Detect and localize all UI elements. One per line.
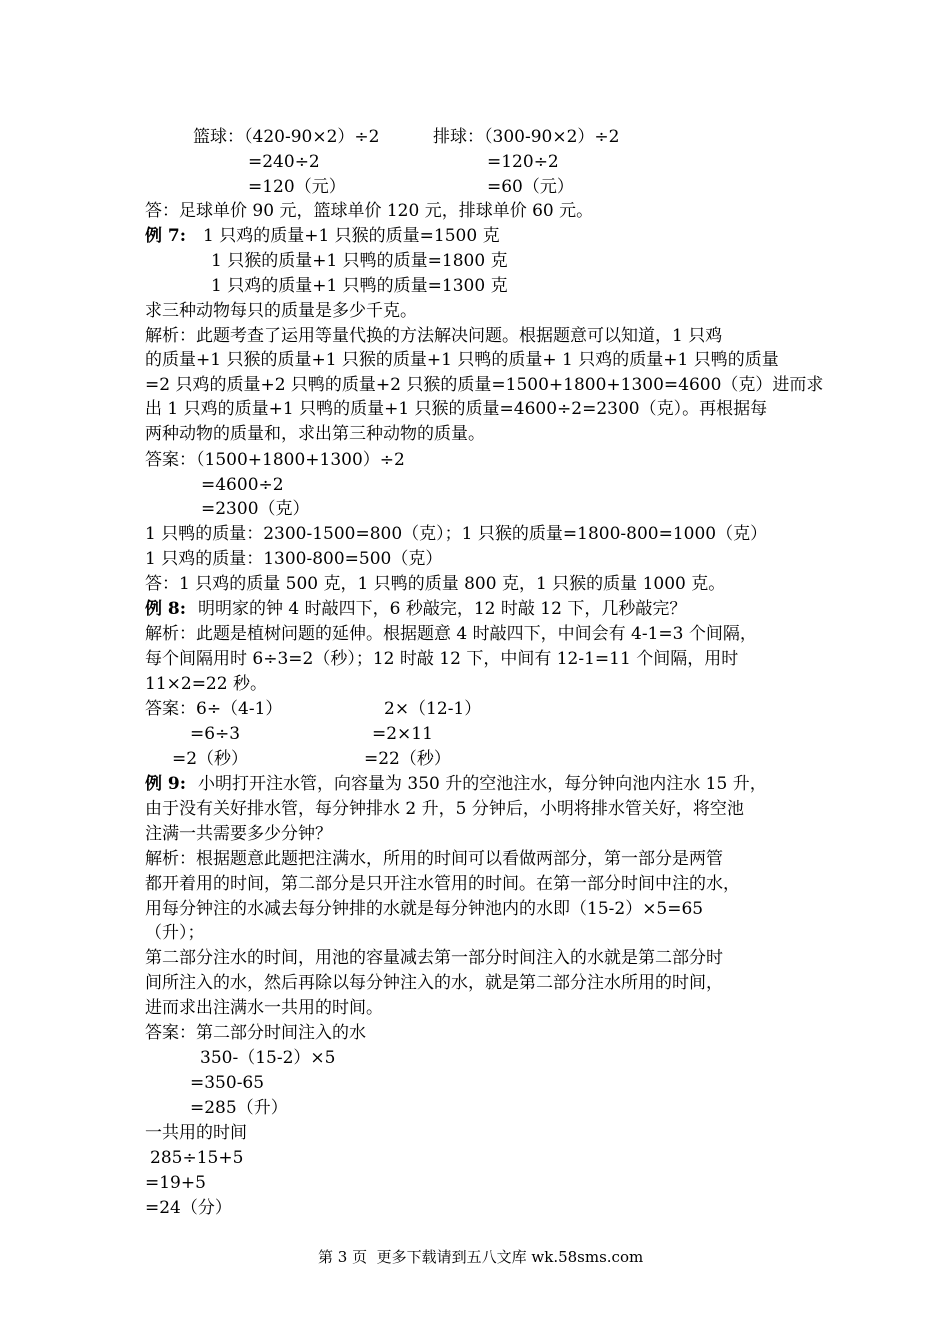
- example-8-solution-2b: =2×11: [372, 724, 433, 744]
- basketball-result: =120（元）: [248, 177, 346, 197]
- example-7-analysis-4: 出 1 只鸡的质量+1 只鸭的质量+1 只猴的质量=4600÷2=2300（克）。再根据每: [145, 399, 768, 419]
- example-9-analysis-2: 都开着用的时间，第二部分是只开注水管用的时间。在第一部分时间中注的水，: [145, 874, 740, 894]
- example-7-question: 求三种动物每只的质量是多少千克。: [145, 301, 417, 321]
- example-8-label: 例 8:: [145, 599, 187, 619]
- example-7-solution-2: =4600÷2: [201, 475, 284, 495]
- example-7-equation-2: 1 只猴的质量+1 只鸭的质量=1800 克: [211, 251, 508, 271]
- example-9-solution-6: 285÷15+5: [150, 1148, 244, 1168]
- example-9-analysis-7: 进而求出注满水一共用的时间。: [145, 998, 383, 1018]
- example-9-solution-5: 一共用的时间: [145, 1123, 247, 1143]
- example-7-label: 例 7:: [145, 226, 187, 246]
- example-9-analysis-3: 用每分钟注的水减去每分钟排的水就是每分钟池内的水即（15-2）×5=65: [145, 899, 704, 919]
- example-9-analysis-1: 解析：根据题意此题把注满水，所用的时间可以看做两部分，第一部分是两管: [145, 849, 723, 869]
- example-7-equation-1: 1 只鸡的质量+1 只猴的质量=1500 克: [203, 226, 500, 246]
- example-9-solution-3: =350-65: [190, 1073, 265, 1093]
- example-7-solution-5: 1 只鸡的质量：1300-800=500（克）: [145, 549, 443, 569]
- example-9-label: 例 9:: [145, 774, 187, 794]
- example-8-analysis-3: 11×2=22 秒。: [145, 674, 267, 694]
- example-9-analysis-4: （升）；: [145, 923, 205, 943]
- example-8-question: 明明家的钟 4 时敲四下，6 秒敲完，12 时敲 12 下，几秒敲完？: [198, 599, 687, 619]
- example-8-analysis-2: 每个间隔用时 6÷3=2（秒）；12 时敲 12 下，中间有 12-1=11 个间隔，用时: [145, 649, 739, 669]
- example-7-solution-1: 答案：（1500+1800+1300）÷2: [145, 450, 405, 470]
- example-7-answer: 答：1 只鸡的质量 500 克，1 只鸭的质量 800 克，1 只猴的质量 1000 克。: [145, 574, 726, 594]
- example-7-solution-3: =2300（克）: [201, 499, 310, 519]
- example-8-solution-3a: =2（秒）: [172, 749, 249, 769]
- example-7-analysis-1: 解析：此题考查了运用等量代换的方法解决问题。根据题意可以知道，1 只鸡: [145, 326, 723, 346]
- example-7-equation-3: 1 只鸡的质量+1 只鸭的质量=1300 克: [211, 276, 508, 296]
- example-7-analysis-5: 两种动物的质量和，求出第三种动物的质量。: [145, 424, 485, 444]
- example-7-analysis-2: 的质量+1 只猴的质量+1 只猴的质量+1 只鸭的质量+ 1 只鸡的质量+1 只鸭的质量: [145, 350, 779, 370]
- example-7-analysis-3: =2 只鸡的质量+2 只鸭的质量+2 只猴的质量=1500+1800+1300=4600（克）进而求: [145, 375, 824, 395]
- example-9-question-2: 由于没有关好排水管，每分钟排水 2 升，5 分钟后，小明将排水管关好，将空池: [145, 799, 744, 819]
- example-6-answer: 答：足球单价 90 元，篮球单价 120 元，排球单价 60 元。: [145, 201, 594, 221]
- example-9-solution-7: =19+5: [145, 1173, 206, 1193]
- example-8-solution-1b: 2×（12-1）: [384, 699, 482, 719]
- example-8-solution-3b: =22（秒）: [364, 749, 451, 769]
- example-9-solution-4: =285（升）: [190, 1098, 288, 1118]
- example-9-question-1: 小明打开注水管，向容量为 350 升的空池注水，每分钟向池内注水 15 升，: [198, 774, 767, 794]
- example-9-analysis-5: 第二部分注水的时间，用池的容量减去第一部分时间注入的水就是第二部分时: [145, 948, 723, 968]
- page-footer: 第 3 页 更多下载请到五八文库 wk.58sms.com: [318, 1248, 644, 1266]
- volleyball-step-1: =120÷2: [487, 152, 559, 172]
- example-7-solution-4: 1 只鸭的质量：2300-1500=800（克）；1 只猴的质量=1800-800=1000（克）: [145, 524, 768, 544]
- example-9-solution-8: =24（分）: [145, 1198, 232, 1218]
- example-9-solution-1: 答案：第二部分时间注入的水: [145, 1023, 366, 1043]
- volleyball-formula: 排球：（300-90×2）÷2: [433, 127, 620, 147]
- example-8-solution-1a: 答案：6÷（4-1）: [145, 699, 283, 719]
- example-9-analysis-6: 间所注入的水，然后再除以每分钟注入的水，就是第二部分注水所用的时间，: [145, 973, 723, 993]
- example-9-solution-2: 350-（15-2）×5: [200, 1048, 336, 1068]
- example-9-question-3: 注满一共需要多少分钟？: [145, 824, 332, 844]
- volleyball-result: =60（元）: [487, 177, 574, 197]
- basketball-formula: 篮球：（420-90×2）÷2: [193, 127, 380, 147]
- example-8-solution-2a: =6÷3: [190, 724, 241, 744]
- basketball-step-1: =240÷2: [248, 152, 320, 172]
- example-8-analysis-1: 解析：此题是植树问题的延伸。根据题意 4 时敲四下，中间会有 4-1=3 个间隔，: [145, 624, 757, 644]
